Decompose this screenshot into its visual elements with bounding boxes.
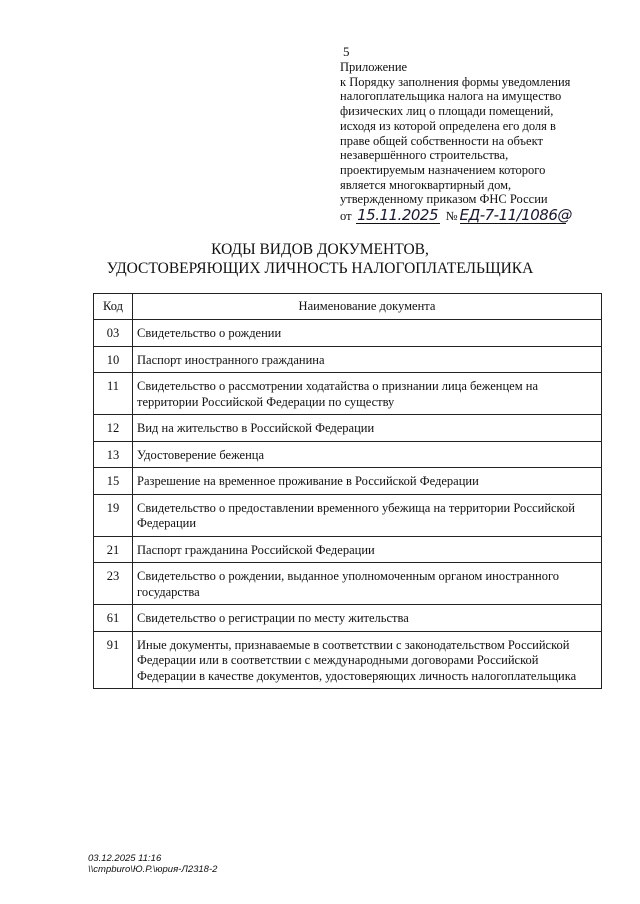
page-number: 5 <box>343 44 350 59</box>
table-row <box>94 631 602 689</box>
row-name: Свидетельство о предоставлении временного убежища на территории Российской Федерации <box>133 494 602 536</box>
appendix-line: исходя из которой определена его доля в <box>340 118 556 133</box>
row-code: 21 <box>94 536 133 563</box>
order-reference <box>340 208 610 224</box>
row-code: 19 <box>94 494 133 536</box>
row-name: Паспорт иностранного гражданина <box>133 346 602 373</box>
row-name: Свидетельство о рождении <box>133 320 602 347</box>
appendix-line: к Порядку заполнения формы уведомления <box>340 74 571 89</box>
row-name: Удостоверение беженца <box>133 441 602 468</box>
header-name: Наименование документа <box>133 294 602 320</box>
row-name: Разрешение на временное проживание в Российской Федерации <box>133 468 602 495</box>
header-code: Код <box>94 294 133 320</box>
row-name: Паспорт гражданина Российской Федерации <box>133 536 602 563</box>
row-name: Свидетельство о рождении, выданное уполномоченным органом иностранного государства <box>133 563 602 605</box>
row-code: 13 <box>94 441 133 468</box>
appendix-line: праве общей собственности на объект <box>340 133 543 148</box>
appendix-line: Приложение <box>340 60 408 74</box>
row-code: 61 <box>94 605 133 632</box>
table-row <box>94 441 602 468</box>
document-title <box>0 240 640 278</box>
order-number: ЕД-7-11/1086@ <box>459 206 572 225</box>
row-code: 23 <box>94 563 133 605</box>
table-row <box>94 320 602 347</box>
table-header-row <box>94 294 602 320</box>
table-row <box>94 373 602 415</box>
row-code: 15 <box>94 468 133 495</box>
table-row <box>94 563 602 605</box>
appendix-line: является многоквартирный дом, <box>340 177 512 192</box>
appendix-line: налогоплательщика налога на имущество <box>340 89 562 104</box>
table-row <box>94 415 602 442</box>
row-code: 10 <box>94 346 133 373</box>
order-date: 15.11.2025 <box>357 206 438 225</box>
appendix-line: проектируемым назначением которого <box>340 162 546 177</box>
number-label: № <box>445 209 458 224</box>
appendix-line: незавершённого строительства, <box>340 148 509 163</box>
table-row <box>94 468 602 495</box>
row-code: 03 <box>94 320 133 347</box>
row-name: Иные документы, признаваемые в соответствии с законодательством Российской Федерации или в соответствии с международными договорами Российской Федерации в качестве документов, удостоверяющих личность налогоплательщика <box>133 631 602 689</box>
from-label: от <box>340 209 352 224</box>
row-code: 91 <box>94 631 133 689</box>
table-row <box>94 494 602 536</box>
table-row <box>94 605 602 632</box>
title-line-1: КОДЫ ВИДОВ ДОКУМЕНТОВ, <box>211 241 429 258</box>
print-timestamp: 03.12.2025 11:16 <box>88 853 162 864</box>
table-row <box>94 536 602 563</box>
document-codes-table <box>93 293 602 689</box>
appendix-header <box>340 60 610 224</box>
row-code: 11 <box>94 373 133 415</box>
row-name: Вид на жительство в Российской Федерации <box>133 415 602 442</box>
print-path: \\cmpburo\Ю.Р.\юрия-Л2318-2 <box>88 864 218 875</box>
row-name: Свидетельство о рассмотрении ходатайства о признании лица беженцем на территории Российской Федерации по существу <box>133 373 602 415</box>
appendix-line: утвержденному приказом ФНС России <box>340 192 548 207</box>
title-line-2: УДОСТОВЕРЯЮЩИХ ЛИЧНОСТЬ НАЛОГОПЛАТЕЛЬЩИКА <box>106 260 534 277</box>
table-row <box>94 346 602 373</box>
row-name: Свидетельство о регистрации по месту жительства <box>133 605 602 632</box>
row-code: 12 <box>94 415 133 442</box>
appendix-line: физических лиц о площади помещений, <box>340 104 554 119</box>
print-footer <box>88 853 217 875</box>
